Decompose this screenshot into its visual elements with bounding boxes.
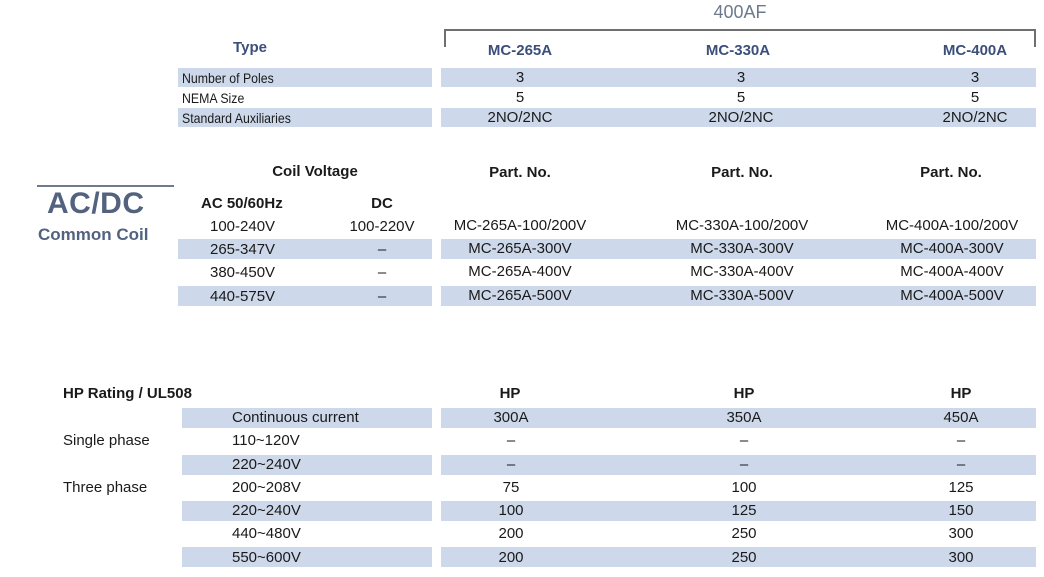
coil-ac: 440-575V <box>210 288 276 305</box>
hp-cell: 75 <box>502 479 520 496</box>
hp-row-label: 550~600V <box>232 549 301 566</box>
coil-part: MC-265A-400V <box>468 263 572 280</box>
hp-cell: 300 <box>948 525 974 542</box>
hp-band-7 <box>182 547 432 567</box>
hp-row-label: 110~120V <box>232 432 300 449</box>
hp-row-label: 200~208V <box>232 479 301 496</box>
dc-header: DC <box>371 195 393 212</box>
spec-cell: 3 <box>515 69 525 86</box>
hp-cell: – <box>506 456 516 473</box>
hp-cell: 350A <box>726 409 762 426</box>
coil-part: MC-265A-300V <box>468 240 572 257</box>
hp-cell: – <box>739 456 749 473</box>
coil-ac: 100-240V <box>210 218 276 235</box>
hp-cell: 150 <box>948 502 974 519</box>
hp-cell: 300A <box>493 409 529 426</box>
spec-cell: 2NO/2NC <box>942 109 1008 126</box>
hp-band-5 <box>182 501 432 521</box>
hp-cell: 200 <box>498 525 524 542</box>
hp-band-3 <box>182 455 432 475</box>
hp-cell: 125 <box>948 479 974 496</box>
part-no-header: Part. No. <box>920 164 982 181</box>
coil-part: MC-330A-300V <box>690 240 794 257</box>
coil-part: MC-330A-400V <box>690 263 794 280</box>
frame-label: 400AF <box>713 2 767 22</box>
hp-cell: – <box>739 432 749 449</box>
spec-row-label: NEMA Size <box>182 90 245 106</box>
hp-row-label: 220~240V <box>232 502 301 519</box>
coil-part: MC-265A-100/200V <box>453 217 587 234</box>
single-phase-label: Single phase <box>63 432 150 449</box>
ac-header: AC 50/60Hz <box>201 195 283 212</box>
model-header: MC-265A <box>487 42 553 59</box>
hp-row-label: Continuous current <box>232 409 359 426</box>
coil-ac: 380-450V <box>210 264 276 281</box>
coil-dc: – <box>377 241 387 258</box>
type-label: Type <box>233 39 267 56</box>
three-phase-label: Three phase <box>63 479 148 496</box>
spec-cell: 5 <box>515 89 525 106</box>
hp-col-header: HP <box>499 385 521 402</box>
spec-row-label: Number of Poles <box>182 70 274 86</box>
hp-cell: – <box>956 432 966 449</box>
hp-cell: 250 <box>731 525 757 542</box>
coil-voltage-header: Coil Voltage <box>272 163 358 180</box>
hp-cell: 450A <box>943 409 979 426</box>
common-coil-subtitle: Common Coil <box>38 225 149 244</box>
coil-ac: 265-347V <box>210 241 276 258</box>
coil-part: MC-265A-500V <box>468 287 572 304</box>
hp-cell: – <box>506 432 516 449</box>
coil-part: MC-330A-500V <box>690 287 794 304</box>
hp-cell: 100 <box>731 479 757 496</box>
model-header: MC-400A <box>942 42 1008 59</box>
hp-col-header: HP <box>733 385 755 402</box>
hp-cell: – <box>956 456 966 473</box>
spec-row-label: Standard Auxiliaries <box>182 110 291 126</box>
coil-dc: – <box>377 288 387 305</box>
hp-cell: 250 <box>731 549 757 566</box>
coil-dc: 100-220V <box>349 218 415 235</box>
coil-dc: – <box>377 264 387 281</box>
coil-part: MC-400A-100/200V <box>885 217 1019 234</box>
hp-row-label: 220~240V <box>232 456 301 473</box>
hp-cell: 200 <box>498 549 524 566</box>
acdc-title: AC/DC <box>47 187 145 220</box>
hp-cell: 300 <box>948 549 974 566</box>
hp-cell: 125 <box>731 502 757 519</box>
spec-cell: 5 <box>736 89 746 106</box>
model-header: MC-330A <box>705 42 771 59</box>
spec-cell: 2NO/2NC <box>708 109 774 126</box>
coil-part: MC-400A-500V <box>900 287 1004 304</box>
hp-row-label: 440~480V <box>232 525 301 542</box>
coil-part: MC-400A-400V <box>900 263 1004 280</box>
spec-cell: 3 <box>736 69 746 86</box>
part-no-header: Part. No. <box>489 164 551 181</box>
coil-part: MC-330A-100/200V <box>675 217 809 234</box>
spec-cell: 3 <box>970 69 980 86</box>
hp-cell: 100 <box>498 502 524 519</box>
part-no-header: Part. No. <box>711 164 773 181</box>
hp-col-header: HP <box>950 385 972 402</box>
hp-title: HP Rating / UL508 <box>63 385 192 402</box>
coil-part: MC-400A-300V <box>900 240 1004 257</box>
spec-cell: 2NO/2NC <box>487 109 553 126</box>
spec-cell: 5 <box>970 89 980 106</box>
